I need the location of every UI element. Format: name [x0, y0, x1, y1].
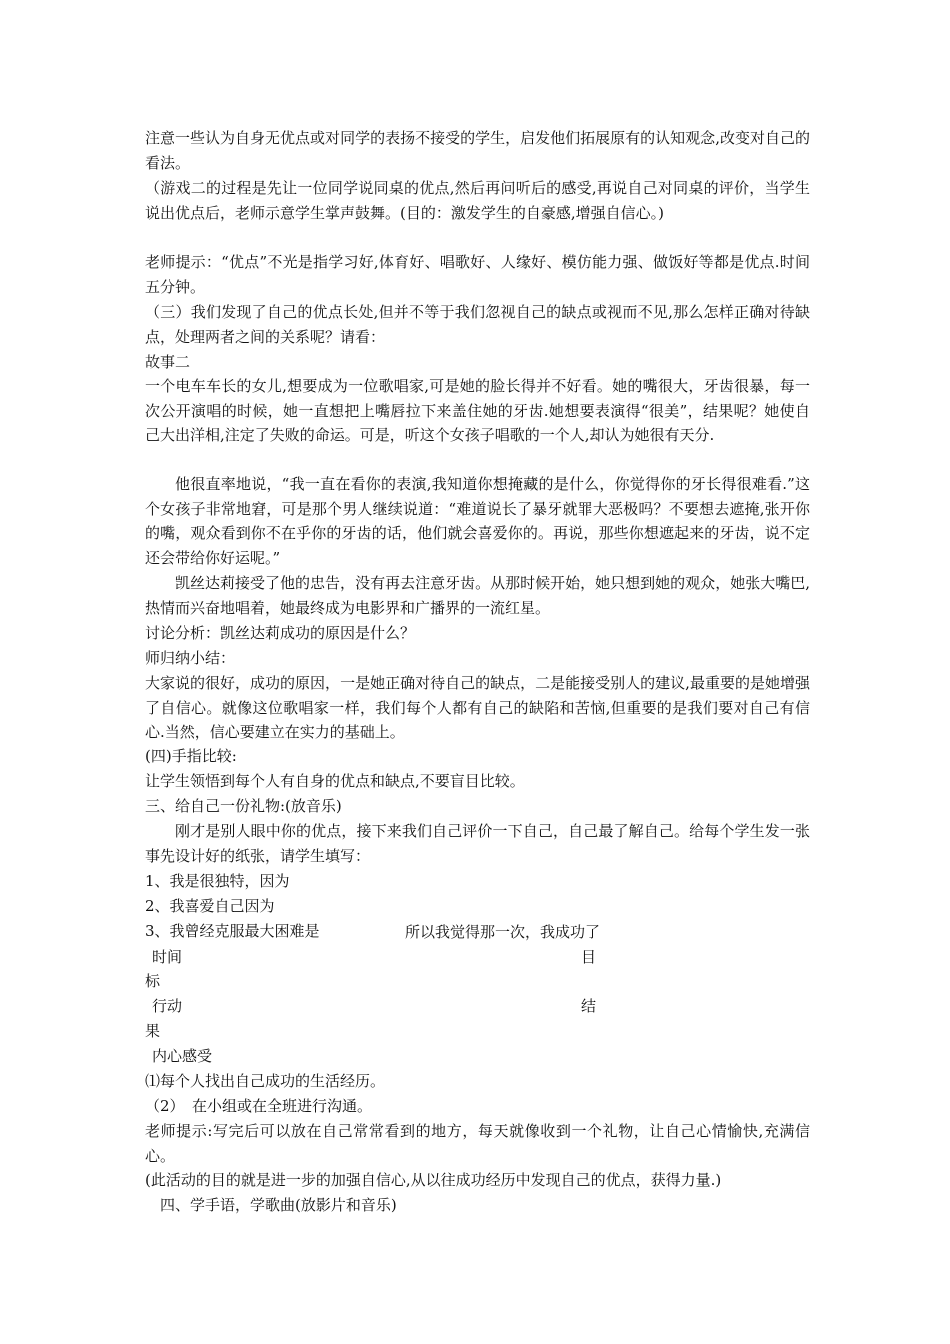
- form-label-goal: 目: [581, 948, 597, 966]
- paragraph: 老师提示：“优点”不光是指学习好,体育好、唱歌好、人缘好、模仿能力强、做饭好等都是优点.时间五分钟。: [145, 253, 810, 296]
- paragraph: （2） 在小组或在全班进行沟通。: [145, 1097, 373, 1115]
- form-label-time: 时间: [152, 948, 183, 966]
- form-label-feeling: 内心感受: [152, 1047, 213, 1065]
- paragraph: ⑴每个人找出自己成功的生活经历。: [145, 1072, 386, 1090]
- paragraph-heading: 故事二: [145, 353, 191, 371]
- paragraph: 注意一些认为自身无优点或对同学的表扬不接受的学生，启发他们拓展原有的认知观念,改变对自己的看法。: [145, 129, 810, 172]
- form-label-action: 行动: [152, 997, 183, 1015]
- form-line: 2、我喜爱自己因为: [145, 897, 275, 915]
- paragraph: 一个电车车长的女儿,想要成为一位歌唱家,可是她的脸长得并不好看。她的嘴很大，牙齿很暴，每一次公开演唱的时候，她一直想把上嘴唇拉下来盖住她的牙齿.她想要表演得“很美”，结果呢？她使自己大出洋相,注定了失败的命运。可是，听这个女孩子唱歌的一个人,却认为她很有天分.: [145, 377, 810, 444]
- form-line: 3、我曾经克服最大困难是: [145, 922, 320, 940]
- form-label-goal-cont: 标: [145, 972, 161, 990]
- paragraph: (四)手指比较:: [145, 747, 237, 765]
- paragraph: 凯丝达莉接受了他的忠告，没有再去注意牙齿。从那时候开始，她只想到她的观众，她张大嘴巴,热情而兴奋地唱着，她最终成为电影界和广播界的一流红星。: [145, 574, 810, 617]
- paragraph: 三、给自己一份礼物:(放音乐): [145, 797, 342, 815]
- paragraph: 刚才是别人眼中你的优点，接下来我们自己评价一下自己，自己最了解自己。给每个学生发一张事先设计好的纸张，请学生填写：: [145, 822, 810, 865]
- form-label-result: 结: [581, 997, 597, 1015]
- paragraph: 讨论分析：凯丝达莉成功的原因是什么？: [145, 624, 416, 642]
- section-heading: 四、学手语，学歌曲(放影片和音乐): [160, 1196, 397, 1214]
- paragraph: （三）我们发现了自己的优点长处,但并不等于我们忽视自己的缺点或视而不见,那么怎样正确对待缺点，处理两者之间的关系呢？请看：: [145, 303, 810, 346]
- paragraph: 让学生领悟到每个人有自身的优点和缺点,不要盲目比较。: [145, 772, 525, 790]
- form-line-tail: 所以我觉得那一次，我成功了: [405, 923, 601, 941]
- paragraph: (此活动的目的就是进一步的加强自信心,从以往成功经历中发现自己的优点，获得力量.): [145, 1171, 722, 1189]
- form-label-result-cont: 果: [145, 1022, 161, 1040]
- paragraph: （游戏二的过程是先让一位同学说同桌的优点,然后再问听后的感受,再说自己对同桌的评价，当学生说出优点后，老师示意学生掌声鼓舞。(目的：激发学生的自豪感,增强自信心。): [145, 179, 810, 222]
- paragraph: 大家说的很好，成功的原因，一是她正确对待自己的缺点，二是能接受别人的建议,最重要的是她增强了自信心。就像这位歌唱家一样，我们每个人都有自己的缺陷和苦恼,但重要的是我们要对自己有信心.当然，信心要建立在实力的基础上。: [145, 674, 810, 741]
- paragraph: 师归纳小结：: [145, 649, 236, 667]
- paragraph: 他很直率地说，“我一直在看你的表演,我知道你想掩藏的是什么，你觉得你的牙长得很难看.”这个女孩子非常地窘，可是那个男人继续说道：“难道说长了暴牙就罪大恶极吗？不要想去遮掩,张开你的嘴，观众看到你不在乎你的牙齿的话，他们就会喜爱你的。再说，那些你想遮起来的牙齿，说不定还会带给你好运呢。”: [145, 475, 810, 567]
- form-line: 1、我是很独特，因为: [145, 872, 290, 890]
- paragraph: 老师提示:写完后可以放在自己常常看到的地方，每天就像收到一个礼物，让自己心情愉快,充满信心。: [145, 1122, 810, 1165]
